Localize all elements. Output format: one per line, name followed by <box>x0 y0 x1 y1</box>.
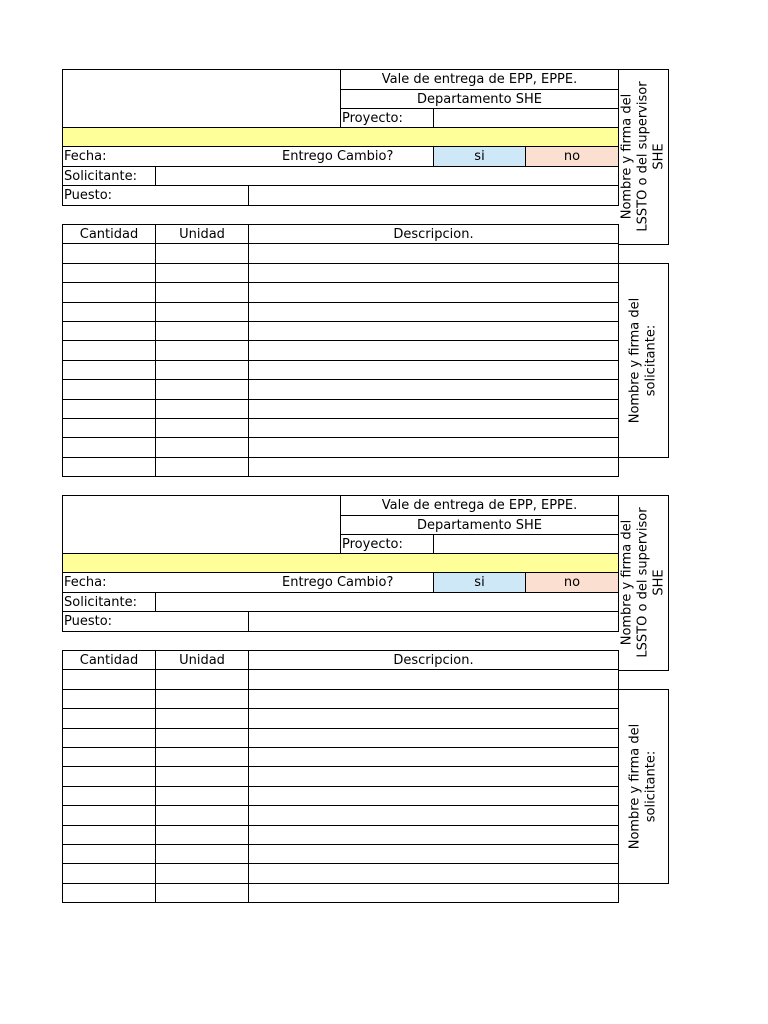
supervisor-signature-label: Nombre y firma del LSSTO o del supervisor SHE <box>619 507 666 658</box>
highlight-band <box>63 128 618 147</box>
option-no-label: no <box>563 149 581 164</box>
project-input[interactable] <box>434 109 618 127</box>
requester-label: Solicitante: <box>64 169 137 184</box>
project-label: Proyecto: <box>342 111 403 126</box>
column-header-quantity: Cantidad <box>79 227 139 242</box>
form-title: Vale de entrega de EPP, EPPE. <box>381 72 578 87</box>
column-header-description: Descripcion. <box>393 227 474 242</box>
column-header-description: Descripcion. <box>393 653 474 668</box>
date-input[interactable] <box>63 147 248 166</box>
vale-form-2 <box>0 426 768 850</box>
change-question-label: Entrego Cambio? <box>282 149 394 164</box>
column-header-unit: Unidad <box>179 653 225 668</box>
requester-label: Solicitante: <box>64 595 137 610</box>
date-input[interactable] <box>63 573 248 592</box>
highlight-band <box>63 554 618 573</box>
requester-signature-label: Nombre y firma del solicitante: <box>627 723 658 850</box>
change-question-label: Entrego Cambio? <box>282 575 394 590</box>
option-yes-label: si <box>474 575 485 590</box>
department-label: Departamento SHE <box>417 518 542 533</box>
supervisor-signature-label: Nombre y firma del LSSTO o del supervisor SHE <box>619 81 666 232</box>
date-label: Fecha: <box>64 149 107 164</box>
department-label: Departamento SHE <box>417 92 542 107</box>
position-label: Puesto: <box>64 614 113 629</box>
requester-signature-label: Nombre y firma del solicitante: <box>627 297 658 424</box>
project-label: Proyecto: <box>342 537 403 552</box>
option-no-label: no <box>563 575 581 590</box>
requester-input[interactable] <box>156 593 618 611</box>
vale-form-1 <box>0 0 768 424</box>
project-input[interactable] <box>434 535 618 553</box>
position-input[interactable] <box>249 186 618 205</box>
position-input[interactable] <box>249 612 618 631</box>
column-header-unit: Unidad <box>179 227 225 242</box>
date-label: Fecha: <box>64 575 107 590</box>
requester-input[interactable] <box>156 167 618 185</box>
option-yes-label: si <box>474 149 485 164</box>
position-label: Puesto: <box>64 188 113 203</box>
form-title: Vale de entrega de EPP, EPPE. <box>381 498 578 513</box>
column-header-quantity: Cantidad <box>79 653 139 668</box>
